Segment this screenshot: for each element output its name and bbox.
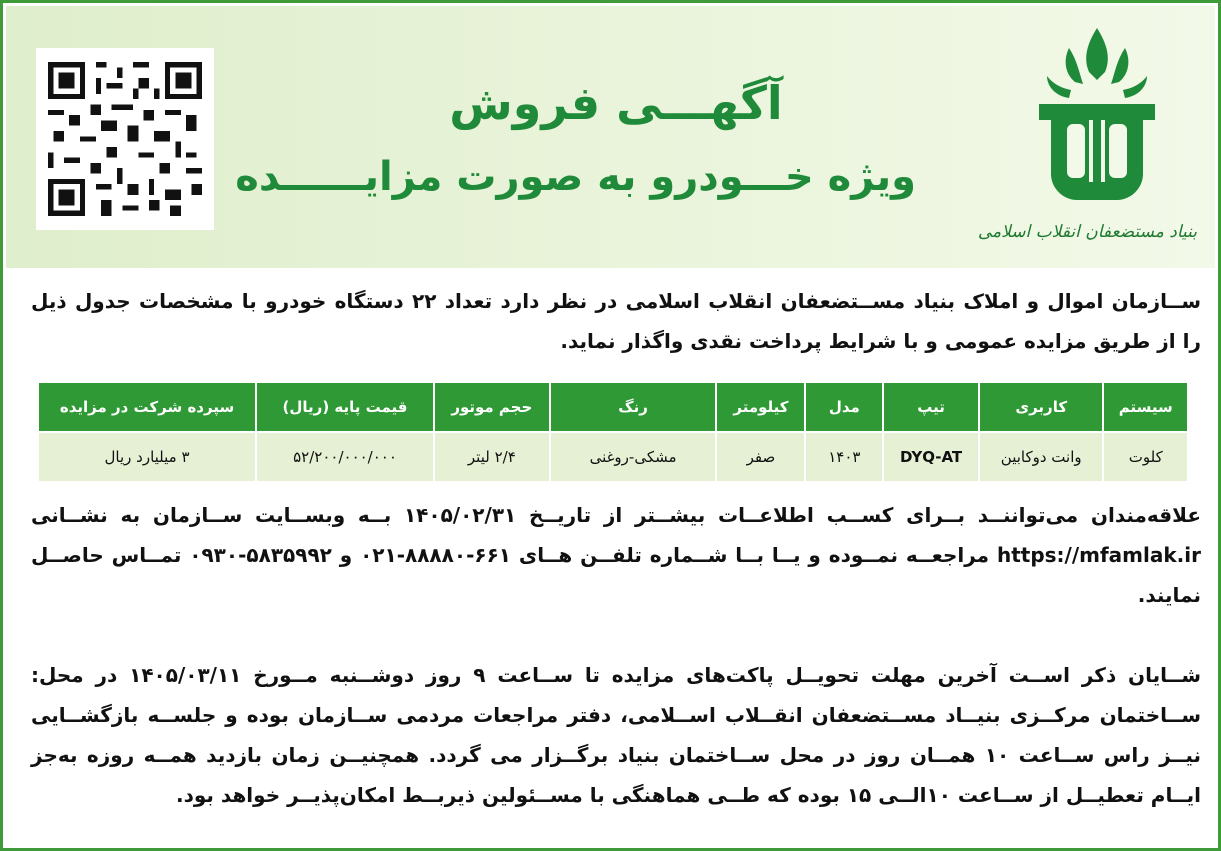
cell-type: DYQ-AT [883, 432, 979, 482]
table-row [38, 432, 1188, 482]
col-header-system: سیستم [1103, 382, 1188, 432]
col-header-base-price: قیمت پایه (ریال) [256, 382, 434, 432]
col-header-engine: حجم موتور [434, 382, 550, 432]
col-header-mileage: کیلومتر [716, 382, 805, 432]
cell-usage: وانت دوکابین [979, 432, 1104, 482]
col-header-usage: کاربری [979, 382, 1104, 432]
cell-base-price: ۵۲/۲۰۰/۰۰۰/۰۰۰ [256, 432, 434, 482]
col-header-model: مدل [805, 382, 883, 432]
table-header-row [38, 382, 1188, 432]
info-text-end: مراجعــه نمــوده و یــا بــا شــماره تلفــن هــای ۶۶۱-۸۸۸۸۰-۰۲۱ و ۵۸۳۵۹۹۲-۰۹۳۰ تمــاس حاصــل نمایند. [31, 543, 1201, 607]
cell-engine: ۲/۴ لیتر [434, 432, 550, 482]
foundation-logo-icon [1017, 24, 1177, 214]
qr-code[interactable] [36, 48, 214, 230]
cell-mileage: صفر [716, 432, 805, 482]
col-header-color: رنگ [550, 382, 717, 432]
cell-deposit: ۳ میلیارد ریال [38, 432, 256, 482]
col-header-deposit: سپرده شرکت در مزایده [38, 382, 256, 432]
info-text-start: علاقه‌مندان می‌تواننــد بــرای کســب اطلاعــات بیشــتر از تاریــخ ۱۴۰۵/۰۲/۳۱ بــه وبســایت ســازمان به نشــانی [31, 503, 1201, 527]
cell-system: کلوت [1103, 432, 1188, 482]
qr-code-icon [48, 60, 202, 218]
cell-color: مشکی-روغنی [550, 432, 717, 482]
website-link[interactable]: https://mfamlak.ir [996, 543, 1201, 567]
logo-caption: بنیاد مستضعفان انقلاب اسلامی [977, 222, 1197, 242]
ad-header [6, 6, 1215, 268]
intro-paragraph: ســازمان اموال و املاک بنیاد مســتضعفان انقلاب اسلامی در نظر دارد تعداد ۲۲ دستگاه خودرو با مشخصات جدول ذیل را از طریق مزایده عمومی و با شرایط پرداخت نقدی واگذار نماید. [31, 289, 1201, 353]
foundation-logo [977, 24, 1205, 256]
info-paragraph [31, 495, 1201, 615]
ad-subtitle: ویژه خـــودرو به صورت مزایــــــده [235, 154, 916, 200]
deadline-paragraph: شــایان ذکر اســت آخرین مهلت تحویــل پاکت‌های مزایده تا ســاعت ۹ روز دوشــنبه مــورخ ۱۴۰۵/۰۳/۱۱ در محل: ســاختمان مرکــزی بنیــاد مســتضعفان انقــلاب اســلامی، دفتر مراجعات مردمی ســازمان بوده و جلســه بازگشــایی نیــز راس ســاعت ۱۰ همــان روز در محل ســاختمان بنیاد برگــزار می گردد. همچنیــن زمان بازدید همــه روزه به‌جز ایــام تعطیــل از ســاعت ۱۰الــی ۱۵ بوده که طــی هماهنگی با مســئولین ذیربــط امکان‌پذیــر خواهد بود. [31, 663, 1201, 807]
cell-model: ۱۴۰۳ [805, 432, 883, 482]
col-header-type: تیپ [883, 382, 979, 432]
vehicle-table [37, 381, 1189, 483]
ad-title: آگهـــی فروش [449, 76, 783, 130]
